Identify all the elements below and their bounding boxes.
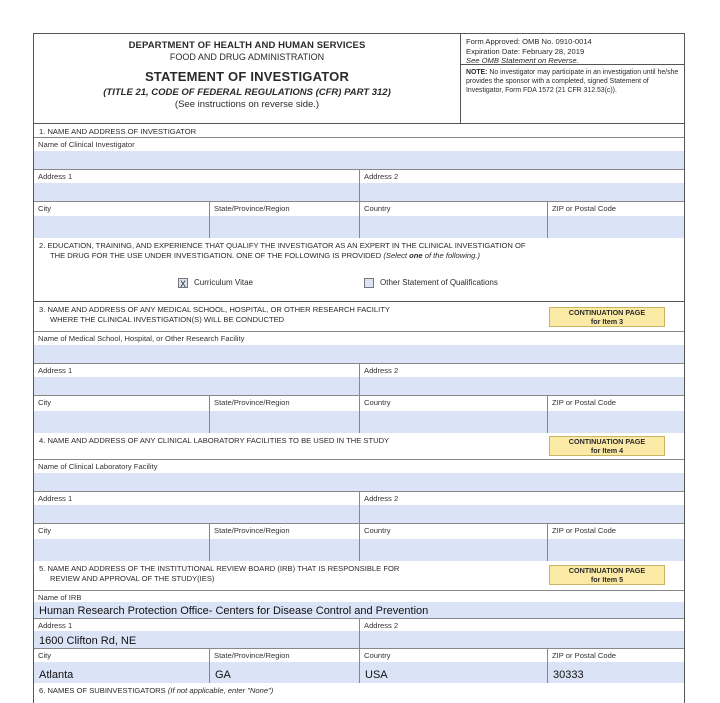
investigator-address1-field[interactable] — [34, 170, 360, 202]
irb-name-field[interactable] — [34, 591, 684, 619]
form-title-block — [34, 34, 461, 123]
irb-city-field[interactable] — [34, 649, 210, 683]
facility-address2-field[interactable] — [360, 364, 684, 396]
agency-name: DEPARTMENT OF HEALTH AND HUMAN SERVICES — [128, 40, 366, 51]
button-label: CONTINUATION PAGE — [568, 437, 646, 446]
button-label: for Item 5 — [590, 574, 624, 584]
field-label: ZIP or Postal Code — [552, 526, 617, 535]
other-statement-label: Other Statement of Qualifications — [380, 278, 498, 288]
lab-state-field[interactable] — [210, 524, 360, 561]
button-label: CONTINUATION PAGE — [568, 566, 646, 575]
continuation-page-item-5-button[interactable] — [549, 565, 665, 585]
field-value: USA — [365, 669, 388, 681]
note-text: No investigator may participate in an investigation until he/she provides the sponsor with a completed, signed Statement of Investigator, Form FDA 1572 (21 CFR 312.53(c)). — [466, 69, 679, 95]
omb-block — [461, 34, 684, 123]
cfr-reference: (TITLE 21, CODE OF FEDERAL REGULATIONS (CFR) PART 312) — [103, 87, 391, 98]
curriculum-vitae-label: Curriculum Vitae — [194, 278, 253, 288]
field-label: State/Province/Region — [214, 651, 290, 660]
facility-address-row — [34, 363, 684, 396]
irb-address2-field[interactable] — [360, 619, 684, 649]
facility-name-row — [34, 331, 684, 364]
field-label: State/Province/Region — [214, 204, 290, 213]
expiration-date: Expiration Date: February 28, 2019 — [466, 46, 585, 56]
lab-address2-field[interactable] — [360, 492, 684, 524]
form-title: STATEMENT OF INVESTIGATOR — [144, 69, 350, 84]
field-label: Address 1 — [38, 366, 73, 375]
facility-city-row — [34, 395, 684, 433]
irb-address1-field[interactable] — [34, 619, 360, 649]
field-value: Human Research Protection Office- Centers for Disease Control and Prevention — [39, 605, 429, 617]
omb-info — [461, 34, 684, 65]
field-label: Address 1 — [38, 621, 73, 630]
other-statement-option[interactable] — [364, 278, 498, 288]
title-hint: (If not applicable, enter "None") — [167, 686, 274, 695]
facility-city-field[interactable] — [34, 396, 210, 433]
section-5-title-line2: REVIEW AND APPROVAL OF THE STUDY(IES) — [50, 573, 215, 583]
field-label: ZIP or Postal Code — [552, 398, 617, 407]
field-label: Country — [364, 526, 391, 535]
irb-address-row — [34, 618, 684, 649]
investigator-name-row — [34, 137, 684, 170]
section-4-title: 4. NAME AND ADDRESS OF ANY CLINICAL LABORATORY FACILITIES TO BE USED IN THE STUDY — [39, 436, 390, 445]
section-4-clinical-laboratory — [34, 433, 684, 561]
button-label: for Item 4 — [590, 445, 624, 455]
title-text: of the following.) — [422, 250, 481, 260]
field-label: Name of Clinical Investigator — [38, 140, 135, 149]
button-label: CONTINUATION PAGE — [568, 308, 646, 317]
field-label: Address 2 — [364, 366, 399, 375]
title-text: one — [409, 250, 423, 260]
field-label: Country — [364, 204, 391, 213]
button-label: for Item 3 — [590, 316, 624, 326]
curriculum-vitae-checkbox[interactable]: X — [179, 279, 186, 289]
section-6-subinvestigators — [34, 683, 684, 703]
investigator-country-field[interactable] — [360, 202, 548, 238]
title-text: THE DRUG FOR THE USE UNDER INVESTIGATION. ONE OF THE FOLLOWING IS PROVIDED — [50, 250, 382, 260]
section-1-investigator — [34, 124, 684, 238]
form-header — [34, 34, 684, 124]
field-label: Address 2 — [364, 621, 399, 630]
field-label: Country — [364, 651, 391, 660]
section-2-qualifications — [34, 238, 684, 302]
facility-address1-field[interactable] — [34, 364, 360, 396]
field-value: Atlanta — [39, 669, 74, 681]
field-label: Address 2 — [364, 494, 399, 503]
section-2-title-line2 — [39, 251, 684, 261]
field-value: 1600 Clifton Rd, NE — [39, 635, 137, 647]
irb-zip-field[interactable] — [548, 649, 684, 683]
investigator-name-field[interactable] — [34, 138, 684, 170]
continuation-page-item-4-button[interactable] — [549, 436, 665, 456]
continuation-page-item-3-button[interactable] — [549, 307, 665, 327]
section-2-title-line1: 2. EDUCATION, TRAINING, AND EXPERIENCE THAT QUALIFY THE INVESTIGATOR AS AN EXPERT IN THE CLINICAL INVESTIGATION OF — [39, 241, 526, 250]
field-label: City — [38, 398, 52, 407]
section-5-irb — [34, 561, 684, 683]
field-label: Name of Medical School, Hospital, or Other Research Facility — [38, 334, 245, 343]
section-3-title-line1: 3. NAME AND ADDRESS OF ANY MEDICAL SCHOOL, HOSPITAL, OR OTHER RESEARCH FACILITY — [39, 305, 390, 314]
lab-address1-field[interactable] — [34, 492, 360, 524]
section-6-title — [34, 683, 684, 696]
sub-agency-name: FOOD AND DRUG ADMINISTRATION — [169, 52, 325, 62]
field-label: Address 2 — [364, 172, 399, 181]
other-statement-checkbox[interactable] — [364, 278, 374, 288]
omb-statement-link: See OMB Statement on Reverse. — [466, 56, 579, 66]
field-label: ZIP or Postal Code — [552, 651, 617, 660]
lab-city-row — [34, 523, 684, 561]
lab-country-field[interactable] — [360, 524, 548, 561]
facility-name-field[interactable] — [34, 332, 684, 364]
investigator-city-field[interactable] — [34, 202, 210, 238]
field-label: Address 1 — [38, 494, 73, 503]
lab-city-field[interactable] — [34, 524, 210, 561]
field-label: City — [38, 651, 52, 660]
investigator-address2-field[interactable] — [360, 170, 684, 202]
lab-address-row — [34, 491, 684, 524]
lab-zip-field[interactable] — [548, 524, 684, 561]
section-1-title: 1. NAME AND ADDRESS OF INVESTIGATOR — [39, 127, 197, 136]
field-label: Country — [364, 398, 391, 407]
field-label: ZIP or Postal Code — [552, 204, 617, 213]
investigator-address-row — [34, 169, 684, 202]
section-2-title — [34, 238, 684, 260]
lab-name-field[interactable] — [34, 460, 684, 492]
fda-1572-form — [33, 33, 685, 703]
lab-name-row — [34, 459, 684, 492]
omb-number: Form Approved: OMB No. 0910-0014 — [466, 37, 592, 46]
investigator-city-row — [34, 201, 684, 238]
field-label: State/Province/Region — [214, 526, 290, 535]
irb-state-field[interactable] — [210, 649, 360, 683]
field-label: Address 1 — [38, 172, 73, 181]
irb-city-row — [34, 648, 684, 683]
investigator-zip-field[interactable] — [548, 202, 684, 238]
facility-state-field[interactable] — [210, 396, 360, 433]
section-3-research-facility — [34, 302, 684, 433]
field-value: GA — [215, 669, 231, 681]
investigator-note — [461, 65, 684, 96]
facility-zip-field[interactable] — [548, 396, 684, 433]
irb-country-field[interactable] — [360, 649, 548, 683]
field-value: 30333 — [553, 669, 584, 681]
irb-name-row — [34, 590, 684, 619]
field-label: State/Province/Region — [214, 398, 290, 407]
curriculum-vitae-option[interactable] — [178, 278, 253, 288]
field-label: Name of IRB — [38, 593, 82, 602]
facility-country-field[interactable] — [360, 396, 548, 433]
field-label: Name of Clinical Laboratory Facility — [38, 462, 158, 471]
section-5-title-line1: 5. NAME AND ADDRESS OF THE INSTITUTIONAL REVIEW BOARD (IRB) THAT IS RESPONSIBLE FOR — [39, 564, 400, 573]
investigator-state-field[interactable] — [210, 202, 360, 238]
field-label: City — [38, 526, 52, 535]
title-text: 6. NAMES OF SUBINVESTIGATORS — [39, 686, 168, 695]
field-label: City — [38, 204, 52, 213]
instructions-note: (See instructions on reverse side.) — [174, 99, 320, 110]
title-text: (Select — [383, 250, 410, 260]
note-label: NOTE: — [466, 69, 488, 76]
section-3-title-line2: WHERE THE CLINICAL INVESTIGATION(S) WILL BE CONDUCTED — [50, 314, 285, 324]
